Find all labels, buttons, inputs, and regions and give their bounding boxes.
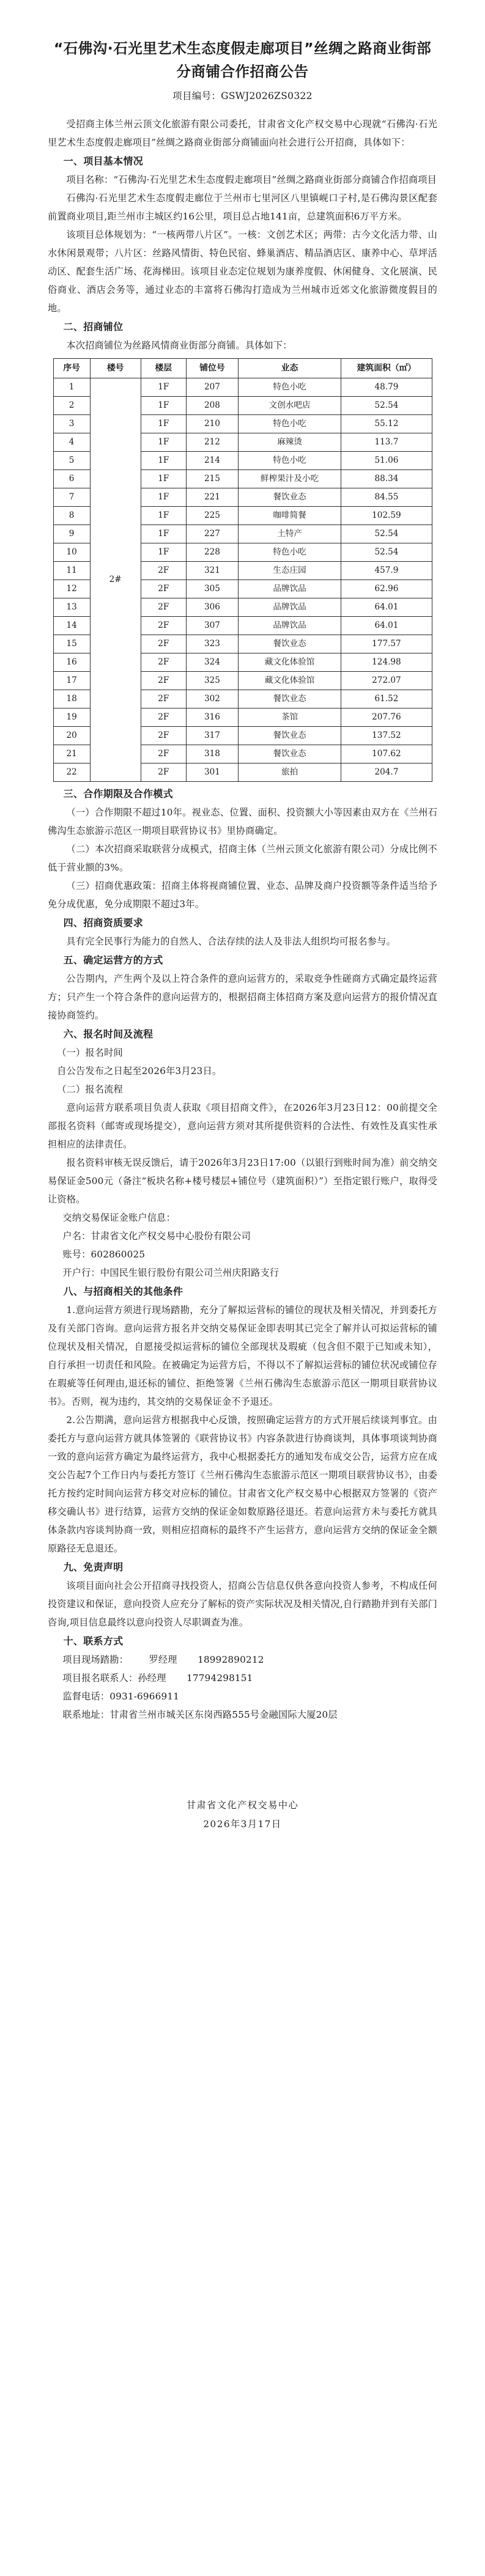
cell-index: 22 [53, 764, 90, 782]
cell-floor: 1F [141, 543, 187, 562]
cell-index: 9 [53, 525, 90, 543]
cell-index: 21 [53, 745, 90, 764]
cell-index: 8 [53, 507, 90, 525]
cell-index: 2 [53, 397, 90, 415]
section6-sub1-heading: （一）报名时间 [57, 1047, 123, 1058]
cell-floor: 2F [141, 745, 187, 764]
section1-location: 石佛沟·石光里艺术生态度假走廊位于兰州市七里河区八里镇岘口子村,是石佛沟景区配套前置商业项目,距兰州市主城区约16公里，项目总占地141亩，总建筑面积6万平方米。 [48, 193, 437, 222]
col-building: 楼号 [90, 359, 141, 378]
section3-item2: （二）本次招商采取联营分成模式，招商主体（兰州云顶文化旅游有限公司）分成比例不低于营业额的3%。 [48, 844, 437, 873]
cell-floor: 1F [141, 415, 187, 433]
cell-slot: 301 [187, 764, 239, 782]
cell-slot: 208 [187, 397, 239, 415]
table-row [53, 378, 432, 397]
cell-slot: 210 [187, 415, 239, 433]
col-area: 建筑面积（㎡） [341, 359, 432, 378]
cell-business: 旅拍 [238, 764, 341, 782]
cell-area: 52.54 [341, 525, 432, 543]
cell-business: 品牌饮品 [238, 598, 341, 617]
section-heading-4: 四、招商资质要求 [63, 917, 143, 929]
cell-slot: 215 [187, 470, 239, 488]
cell-area: 204.7 [341, 764, 432, 782]
cell-floor: 2F [141, 653, 187, 672]
cell-floor: 1F [141, 397, 187, 415]
intro-paragraph: 受招商主体兰州云顶文化旅游有限公司委托，甘肃省文化产权交易中心现就“石佛沟·石光里艺术生态度假走廊项目”丝绸之路商业街部分商铺面向社会进行公开招商，具体如下： [48, 119, 437, 148]
cell-business: 餐饮业态 [238, 727, 341, 745]
section-heading-8: 八、与招商相关的其他条件 [63, 1286, 183, 1297]
cell-index: 14 [53, 617, 90, 635]
cell-index: 20 [53, 727, 90, 745]
section8-item2: 2.公告期满，意向运营方根据我中心反馈，按照确定运营方的方式开展后续谈判事宜。由委托方与意向运营方就具体签署的《联营协议书》内容条款进行协商谈判，具体事项谈判协商一致的意向运营方确定为最终运营方，我中心根据委托方的通知发布成交公告，运营方应在成交公告起7个工作日内与委托方签订《兰州石佛沟生态旅游示范区一期项目联营协议书》，由委托方按约定时间向运营方移交对应标的铺位。甘肃省文化产权交易中心根据双方签署的《资产移交确认书》进行结算，运营方交纳的保证金如数原路径退还。若意向运营方未与委托方就具体条款内容谈判协商一致，则相应招商标的最终不产生运营方，意向运营方交纳的保证金全额原路径无息退还。 [48, 1415, 437, 1554]
cell-slot: 317 [187, 727, 239, 745]
cell-area: 84.55 [341, 488, 432, 507]
cell-area: 48.79 [341, 378, 432, 397]
col-index: 序号 [53, 359, 90, 378]
page-title: “石佛沟·石光里艺术生态度假走廊项目”丝绸之路商业街部分商铺合作招商公告 [53, 40, 432, 80]
cell-floor: 2F [141, 580, 187, 598]
supervision-phone: 监督电话：0931-6966911 [62, 1691, 180, 1702]
section-heading-2: 二、招商铺位 [63, 321, 124, 333]
cell-area: 113.7 [341, 433, 432, 452]
site-survey-phone: 18992890212 [198, 1654, 264, 1665]
section1-project-name: 项目名称：“石佛沟·石光里艺术生态度假走廊项目”丝绸之路商业街部分商铺合作招商项目 [66, 174, 437, 185]
cell-index: 18 [53, 690, 90, 708]
cell-slot: 302 [187, 690, 239, 708]
cell-business: 土特产 [238, 525, 341, 543]
account-number: 账号：602860025 [62, 1249, 146, 1260]
site-survey-name: 罗经理 [149, 1654, 177, 1665]
cell-area: 177.57 [341, 635, 432, 653]
cell-index: 19 [53, 708, 90, 727]
cell-slot: 212 [187, 433, 239, 452]
contact-signup [48, 1669, 437, 1687]
cell-floor: 2F [141, 690, 187, 708]
cell-area: 52.54 [341, 543, 432, 562]
signup-phone: 17794298151 [187, 1673, 253, 1684]
cell-area: 52.54 [341, 397, 432, 415]
col-business: 业态 [238, 359, 341, 378]
cell-floor: 2F [141, 562, 187, 580]
cell-business: 餐饮业态 [238, 635, 341, 653]
contact-address: 联系地址：甘肃省兰州市城关区东岗西路555号金融国际大厦20层 [62, 1709, 338, 1720]
section8-item1: 1.意向运营方须进行现场踏勘，充分了解拟运营标的铺位的现状及相关情况，并到委托方及有关部门咨询。意向运营方报名并交纳交易保证金即表明其已完全了解并认可拟运营标的铺位现状及相关情况，自愿接受拟运营标的铺位全部现状及瑕疵（包含但不限于已知或未知），自行承担一切责任和风险。在被确定为运营方后，不得以不了解拟运营标的铺位状况或铺位存在瑕疵等任何理由,退还标的铺位、拒绝签署《兰州石佛沟生态旅游示范区一期项目联营协议书》。否则，视为违约，其交纳的交易保证金不予退还。 [48, 1305, 437, 1407]
cell-floor: 2F [141, 727, 187, 745]
cell-business: 文创水吧店 [238, 397, 341, 415]
bank-branch: 开户行：中国民生银行股份有限公司兰州庆阳路支行 [62, 1267, 280, 1278]
account-name: 户名：甘肃省文化产权交易中心股份有限公司 [62, 1231, 251, 1242]
cell-area: 64.01 [341, 598, 432, 617]
cell-index: 16 [53, 653, 90, 672]
cell-floor: 2F [141, 764, 187, 782]
section4-qualification: 具有完全民事行为能力的自然人、合法存续的法人及非法人组织均可报名参与。 [66, 936, 396, 947]
cell-slot: 214 [187, 452, 239, 470]
cell-slot: 324 [187, 653, 239, 672]
cell-slot: 207 [187, 378, 239, 397]
cell-floor: 2F [141, 617, 187, 635]
section6-process-1: 意向运营方联系项目负责人获取《项目招商文件》，在2026年3月23日12：00前提交全部报名资料（邮寄或现场提交），意向运营方须对其所提供资料的合法性、有效性及真实性承担相应的法律责任。 [48, 1102, 437, 1150]
cell-business: 特色小吃 [238, 543, 341, 562]
table-header-row [53, 359, 432, 378]
signature-block [48, 1796, 437, 1834]
section6-signup-period: 自公告发布之日起至2026年3月23日。 [57, 1065, 222, 1076]
section6-sub2-heading: （二）报名流程 [57, 1084, 123, 1095]
cell-area: 124.98 [341, 653, 432, 672]
cell-floor: 1F [141, 470, 187, 488]
section5-method: 公告期内，产生两个及以上符合条件的意向运营方的，采取竞争性磋商方式确定最终运营方；只产生一个符合条件的意向运营方的，根据招商主体招商方案及意向运营方的报价情况直接协商签约。 [48, 973, 437, 1021]
project-number: 项目编号：GSWJ2026ZS0322 [172, 90, 313, 101]
cell-index: 11 [53, 562, 90, 580]
section-heading-1: 一、项目基本情况 [63, 155, 143, 167]
signup-label: 项目报名联系人： [62, 1673, 138, 1684]
cell-business: 生态庄园 [238, 562, 341, 580]
cell-area: 61.52 [341, 690, 432, 708]
col-floor: 楼层 [141, 359, 187, 378]
cell-slot: 305 [187, 580, 239, 598]
cell-floor: 2F [141, 598, 187, 617]
cell-business: 特色小吃 [238, 452, 341, 470]
cell-area: 62.96 [341, 580, 432, 598]
cell-floor: 2F [141, 708, 187, 727]
deposit-account-intro: 交纳交易保证金账户信息： [62, 1212, 176, 1223]
cell-floor: 1F [141, 433, 187, 452]
cell-floor: 2F [141, 672, 187, 690]
cell-area: 207.76 [341, 708, 432, 727]
cell-business: 餐饮业态 [238, 745, 341, 764]
section-heading-3: 三、合作期限及合作模式 [63, 788, 173, 800]
cell-business: 藏文化体验馆 [238, 653, 341, 672]
cell-slot: 318 [187, 745, 239, 764]
cell-floor: 1F [141, 525, 187, 543]
section6-process-2: 报名资料审核无误反馈后，请于2026年3月23日17:00（以银行到账时间为准）前交纳交易保证金500元（备注“板块名称+楼号楼层+铺位号（建筑面积）”）至指定银行账户，取得受让资格。 [48, 1157, 437, 1205]
issuer-name: 甘肃省文化产权交易中心 [186, 1800, 299, 1811]
cell-slot: 323 [187, 635, 239, 653]
signup-name: 孙经理 [138, 1673, 166, 1684]
cell-index: 10 [53, 543, 90, 562]
cell-slot: 228 [187, 543, 239, 562]
shop-listing-table [53, 358, 432, 782]
cell-floor: 1F [141, 488, 187, 507]
cell-slot: 227 [187, 525, 239, 543]
cell-business: 特色小吃 [238, 378, 341, 397]
issue-date: 2026年3月17日 [203, 1819, 282, 1830]
cell-slot: 225 [187, 507, 239, 525]
section1-plan: 该项目总体规划为：“一核两带八片区”。一核：文创艺术区；两带：古今文化活力带、山水休闲景观带；八片区：丝路风情街、特色民宿、蜂巢酒店、精品酒店区、康养中心、草坪活动区、配套生活广场、花海梯田。该项目业态定位规划为康养度假、休闲健身、文化展演、民俗商业、酒店会务等，通过业态的丰富将石佛沟打造成为兰州城市近郊文化旅游微度假目的地。 [48, 229, 437, 314]
cell-business: 品牌饮品 [238, 580, 341, 598]
cell-floor: 1F [141, 378, 187, 397]
cell-slot: 307 [187, 617, 239, 635]
cell-slot: 321 [187, 562, 239, 580]
section3-item3: （三）招商优惠政策：招商主体将视商铺位置、业态、品牌及商户投资额等条件适当给予免分成优惠，免分成期限不超过3年。 [48, 880, 437, 910]
cell-index: 13 [53, 598, 90, 617]
cell-business: 品牌饮品 [238, 617, 341, 635]
cell-area: 102.59 [341, 507, 432, 525]
section9-disclaimer: 该项目面向社会公开招商寻找投资人，招商公告信息仅供各意向投资人参考，不构成任何投资建议和保证，意向投资人应充分了解标的资产实际状况及相关情况,自行踏勘并到有关部门咨询,项目信息最终以意向投资人尽职调查为准。 [48, 1580, 437, 1628]
cell-index: 4 [53, 433, 90, 452]
section-heading-6: 六、报名时间及流程 [63, 1028, 154, 1040]
cell-floor: 2F [141, 635, 187, 653]
cell-area: 88.34 [341, 470, 432, 488]
cell-slot: 306 [187, 598, 239, 617]
cell-slot: 221 [187, 488, 239, 507]
cell-business: 餐饮业态 [238, 690, 341, 708]
cell-slot: 325 [187, 672, 239, 690]
cell-area: 107.62 [341, 745, 432, 764]
cell-area: 137.52 [341, 727, 432, 745]
cell-area: 64.01 [341, 617, 432, 635]
cell-index: 7 [53, 488, 90, 507]
cell-building: 2# [90, 378, 141, 782]
cell-business: 特色小吃 [238, 415, 341, 433]
section2-intro: 本次招商铺位为丝路风情商业街部分商铺。具体如下： [66, 340, 292, 351]
cell-area: 457.9 [341, 562, 432, 580]
cell-business: 茶馆 [238, 708, 341, 727]
cell-index: 5 [53, 452, 90, 470]
col-slot: 铺位号 [187, 359, 239, 378]
cell-index: 17 [53, 672, 90, 690]
cell-area: 51.06 [341, 452, 432, 470]
cell-index: 3 [53, 415, 90, 433]
cell-index: 1 [53, 378, 90, 397]
section-heading-5: 五、确定运营方的方式 [63, 954, 163, 966]
cell-index: 15 [53, 635, 90, 653]
cell-business: 藏文化体验馆 [238, 672, 341, 690]
cell-business: 鲜榨果汁及小吃 [238, 470, 341, 488]
site-survey-label: 项目现场踏勘： [62, 1654, 129, 1665]
section-heading-10: 十、联系方式 [63, 1635, 124, 1647]
section3-item1: （一）合作期限不超过10年。视业态、位置、面积、投资额大小等因素由双方在《兰州石佛沟生态旅游示范区一期项目联营协议书》里协商确定。 [48, 807, 437, 836]
cell-floor: 1F [141, 452, 187, 470]
cell-business: 餐饮业态 [238, 488, 341, 507]
cell-floor: 1F [141, 507, 187, 525]
cell-index: 12 [53, 580, 90, 598]
cell-slot: 316 [187, 708, 239, 727]
cell-business: 麻辣烫 [238, 433, 341, 452]
cell-business: 咖啡简餐 [238, 507, 341, 525]
contact-site-survey [48, 1650, 437, 1669]
cell-area: 272.07 [341, 672, 432, 690]
section-heading-9: 九、免责声明 [63, 1561, 124, 1573]
cell-area: 55.12 [341, 415, 432, 433]
cell-index: 6 [53, 470, 90, 488]
